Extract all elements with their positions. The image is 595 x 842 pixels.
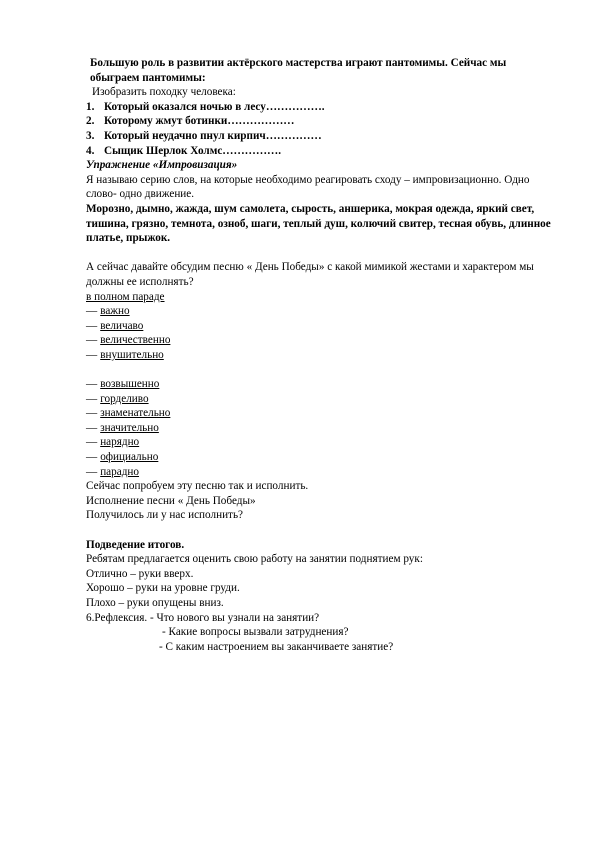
list-number: 4.: [86, 144, 95, 157]
dash: —: [86, 421, 98, 434]
list-item: [86, 114, 556, 129]
list-text: Который оказался ночью в лесу…………….: [104, 100, 325, 113]
adverb: официально: [100, 451, 159, 464]
adverb: горделиво: [100, 392, 149, 405]
reflection-row: [86, 611, 556, 626]
perform-line: Исполнение песни « День Победы»: [86, 494, 256, 507]
list-item: [86, 100, 556, 115]
question-line: Получилось ли у нас исполнить?: [86, 509, 244, 522]
dash: —: [86, 392, 98, 405]
adverb: парадно: [100, 465, 139, 478]
adverb: возвышенно: [100, 378, 160, 391]
list-item: [86, 465, 556, 480]
list-item: [86, 333, 556, 348]
dash: —: [86, 407, 98, 420]
task-list: [86, 100, 556, 158]
adverb-group-1: [86, 304, 556, 362]
song-question: А сейчас давайте обсудим песню « День Победы» с какой мимикой жестами и характером мы должны ее исполнять?: [86, 261, 534, 288]
rating-item: Хорошо – руки на уровне груди.: [86, 582, 240, 595]
dash: —: [86, 334, 98, 347]
dash: —: [86, 305, 98, 318]
summary-text: Ребятам предлагается оценить свою работу на занятии поднятием рук:: [86, 553, 423, 566]
list-text: Сыщик Шерлок Холмс…………….: [104, 144, 282, 157]
list-item: [86, 421, 556, 436]
list-item: [86, 144, 556, 159]
list-number: 1.: [86, 100, 95, 113]
rating-item: Отлично – руки вверх.: [86, 567, 194, 580]
adverb: знаменательно: [100, 407, 171, 420]
list-item: [86, 348, 556, 363]
adverb-group-2: [86, 377, 556, 479]
list-item: [86, 392, 556, 407]
list-item: [86, 129, 556, 144]
adverb: нарядно: [100, 436, 140, 449]
list-item: [86, 406, 556, 421]
dash: —: [86, 319, 98, 332]
reflection-question: - С каким настроением вы заканчиваете занятие?: [159, 640, 394, 653]
spacer: [86, 246, 556, 261]
list-item: [86, 450, 556, 465]
rating-item: Плохо – руки опущены вниз.: [86, 596, 224, 609]
reflection-question: - Какие вопросы вызвали затруднения?: [162, 626, 349, 639]
dash: —: [86, 465, 98, 478]
reflection-label: 6.Рефлексия.: [86, 611, 148, 624]
parade-label: в полном параде: [86, 290, 165, 303]
reflection-question: - Что нового вы узнали на занятии?: [150, 611, 320, 624]
dash: —: [86, 451, 98, 464]
list-item: [86, 304, 556, 319]
exercise-words: Морозно, дымно, жажда, шум самолета, сырость, аншерика, мокрая одежда, яркий свет, тишина, грязно, темнота, озноб, шаги, теплый душ, колючий свитер, тесная обувь, длинное платье, прыжок.: [86, 202, 551, 245]
try-line: Сейчас попробуем эту песню так и исполнить.: [86, 480, 309, 493]
dash: —: [86, 436, 98, 449]
list-item: [86, 435, 556, 450]
spacer: [86, 362, 556, 377]
list-item: [86, 377, 556, 392]
document-page: [86, 56, 556, 654]
exercise-text: Я называю серию слов, на которые необходимо реагировать сходу – импровизационно. Одно слово- одно движение.: [86, 173, 530, 201]
list-number: 2.: [86, 115, 95, 128]
spacer: [86, 523, 556, 538]
adverb: значительно: [100, 421, 159, 434]
list-text: Которому жмут ботинки………………: [104, 115, 295, 128]
exercise-title: Упражнение «Импровизация»: [86, 159, 238, 172]
list-item: [86, 319, 556, 334]
list-number: 3.: [86, 129, 95, 142]
adverb: важно: [100, 305, 130, 318]
dash: —: [86, 348, 98, 361]
adverb: величественно: [100, 334, 171, 347]
summary-title: Подведение итогов.: [86, 538, 185, 551]
intro-paragraph: Большую роль в развитии актёрского мастерства играют пантомимы. Сейчас мы обыграем пантомимы:: [90, 57, 507, 84]
dash: —: [86, 378, 98, 391]
adverb: внушительно: [100, 348, 164, 361]
task-heading: Изобразить походку человека:: [92, 86, 236, 99]
list-text: Который неудачно пнул кирпич……………: [104, 129, 322, 142]
adverb: величаво: [100, 319, 144, 332]
